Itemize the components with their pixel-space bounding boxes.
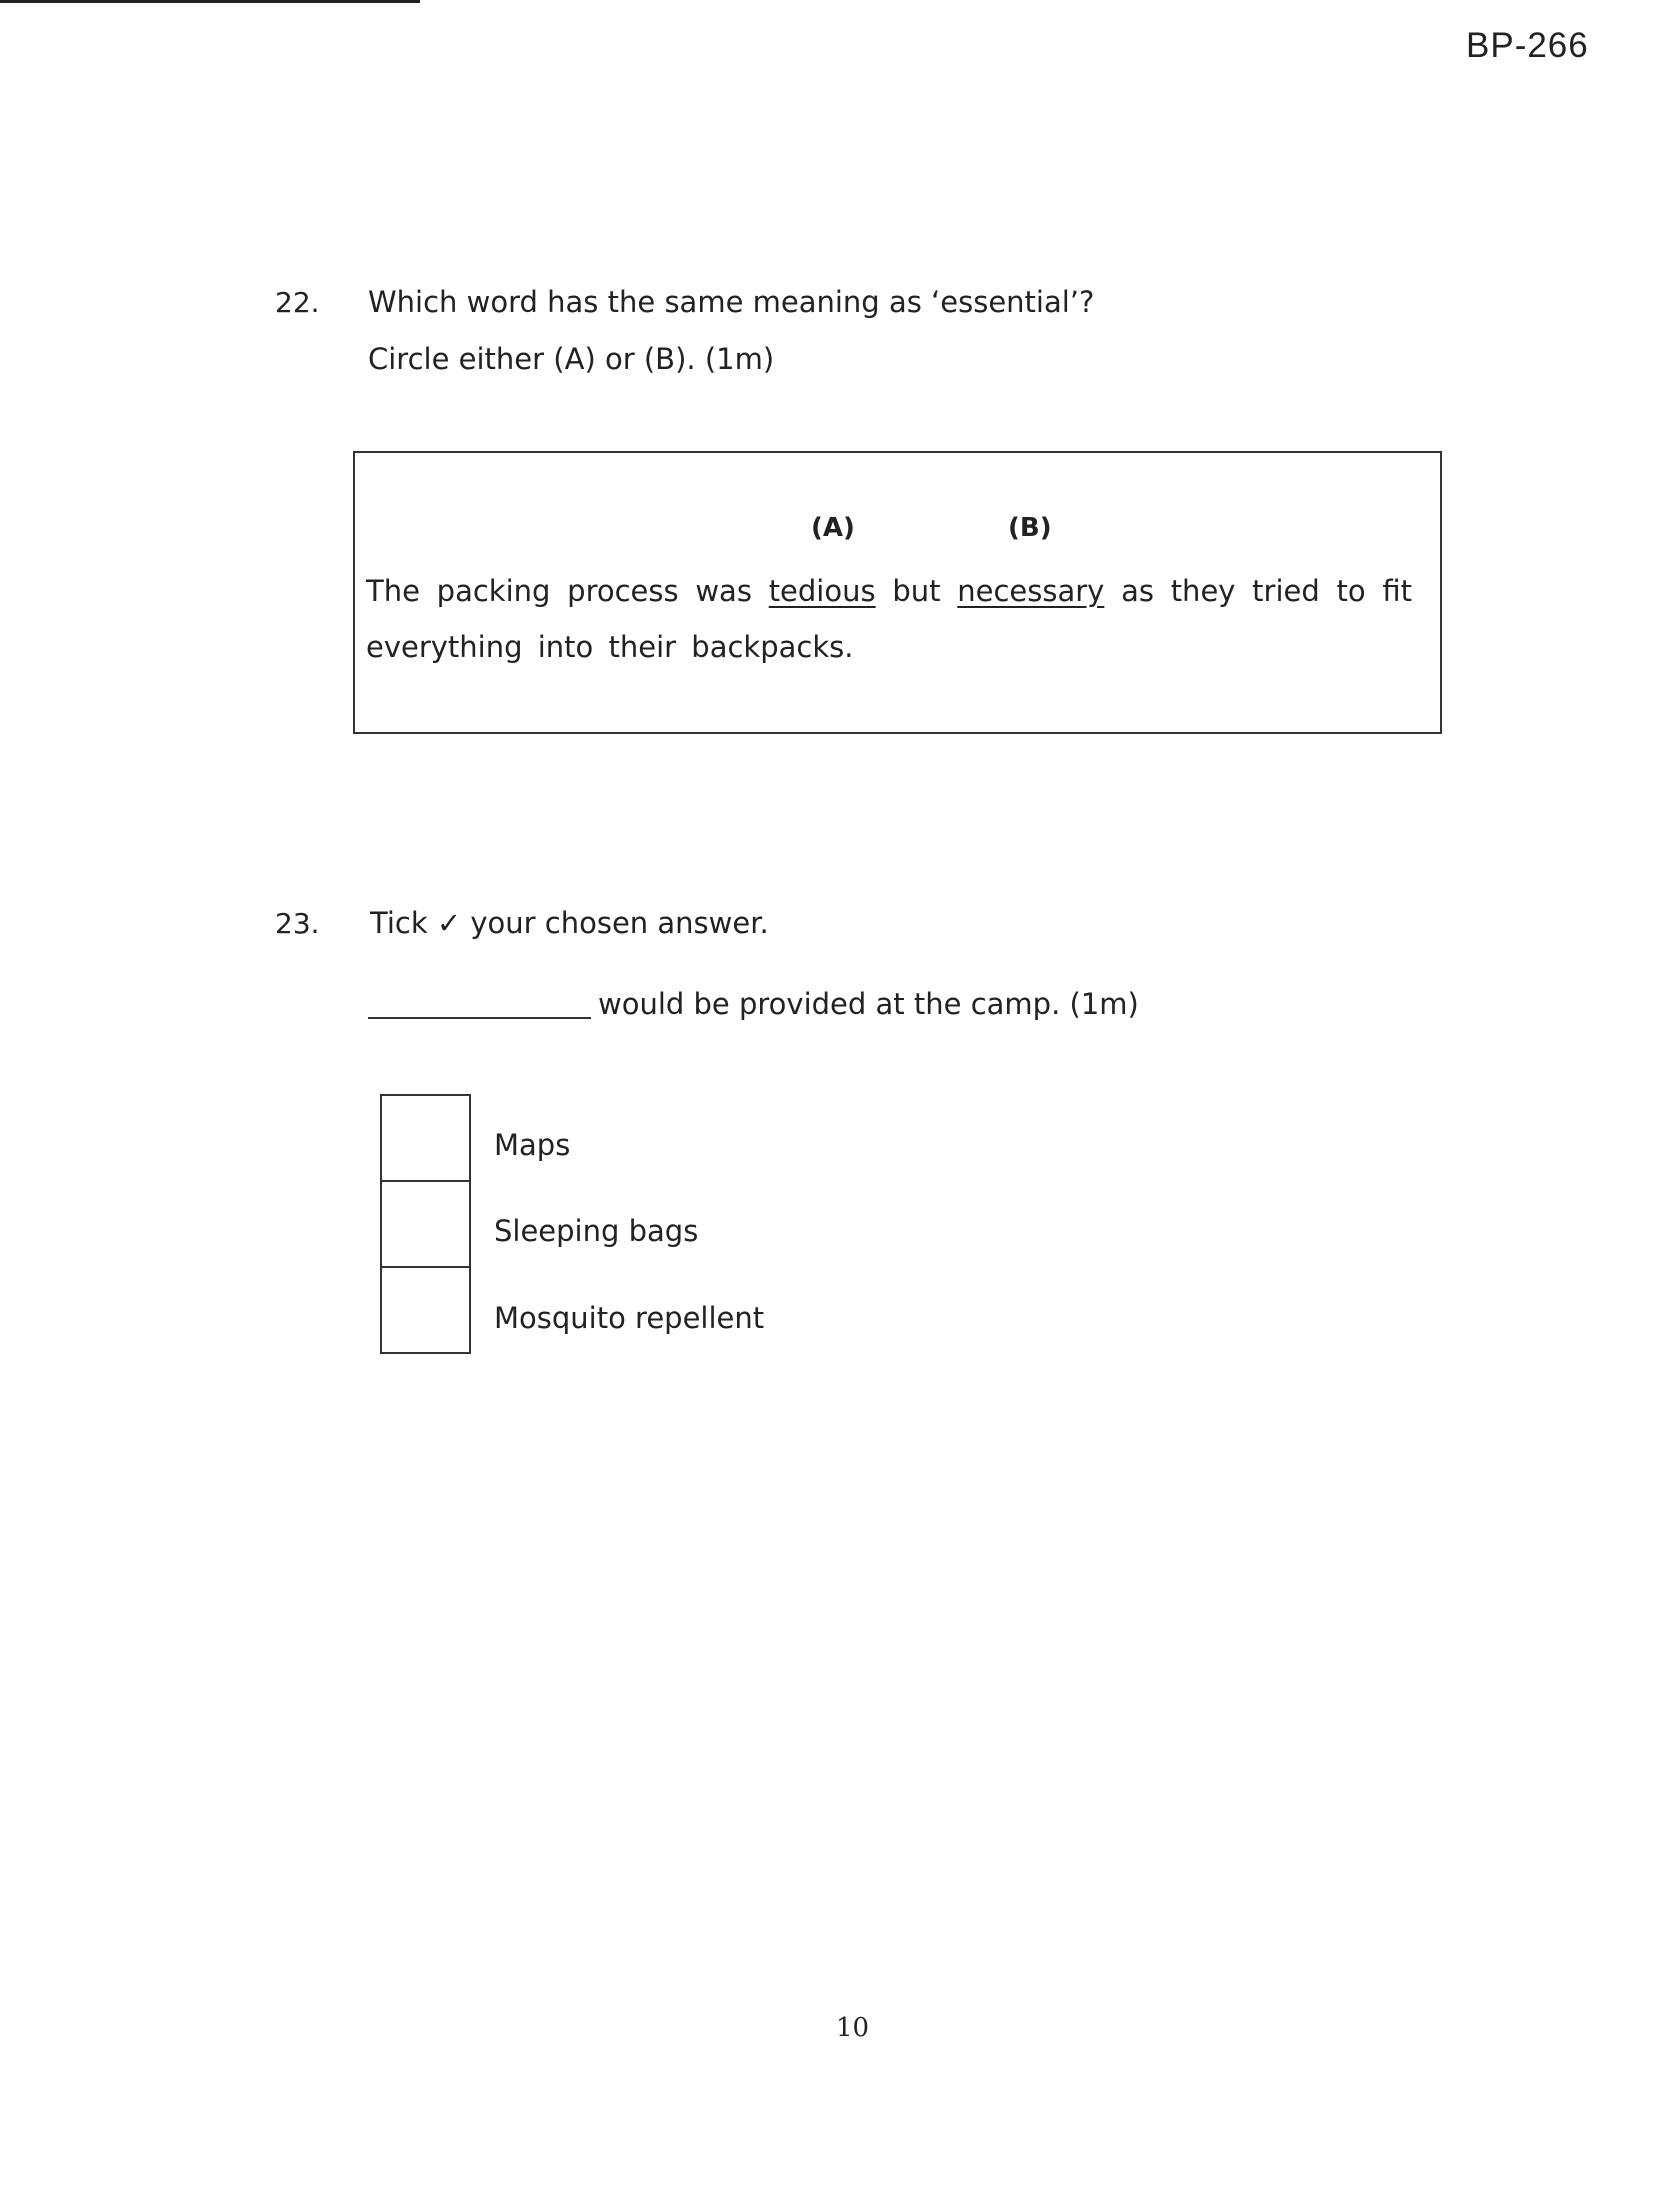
top-rule	[0, 0, 420, 3]
question-23-prompt: Tick ✓ your chosen answer.	[370, 906, 769, 940]
option-label-maps: Maps	[494, 1128, 571, 1162]
question-22-instruction: Circle either (A) or (B). (1m)	[368, 342, 775, 376]
option-label-sleeping-bags: Sleeping bags	[494, 1214, 699, 1248]
option-b-label[interactable]: (B)	[1008, 513, 1052, 543]
option-a-word[interactable]: tedious	[768, 574, 876, 608]
question-22-prompt: Which word has the same meaning as ‘essential’?	[368, 285, 1095, 319]
tick-box-sleeping-bags[interactable]	[380, 1180, 471, 1268]
tick-box-maps[interactable]	[380, 1094, 471, 1182]
question-22-number: 22.	[275, 286, 320, 319]
option-label-mosquito-repellent: Mosquito repellent	[494, 1301, 765, 1335]
sentence-part-1: The packing process was	[366, 574, 769, 608]
sentence-part-3: as they tried to fit everything into their backpacks.	[366, 574, 1412, 664]
question-22-sentence	[366, 563, 1412, 675]
page-code: BP-266	[1466, 26, 1589, 65]
tick-box-mosquito-repellent[interactable]	[380, 1266, 471, 1354]
answer-blank-line[interactable]	[368, 1017, 591, 1019]
question-23-number: 23.	[275, 907, 320, 940]
question-23-sentence: would be provided at the camp. (1m)	[598, 987, 1139, 1021]
option-a-label[interactable]: (A)	[811, 513, 855, 543]
sentence-part-2: but	[875, 574, 958, 608]
option-b-word[interactable]: necessary	[957, 574, 1105, 608]
page-number: 10	[836, 2013, 870, 2043]
